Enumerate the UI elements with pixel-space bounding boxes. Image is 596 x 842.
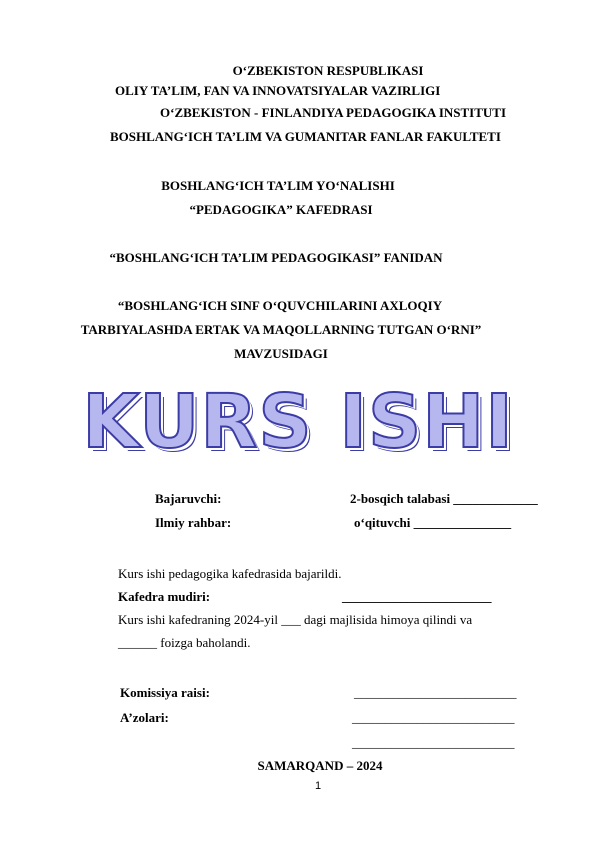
- faculty-name: BOSHLANG‘ICH TA’LIM VA GUMANITAR FANLAR FAKULTETI: [110, 129, 501, 144]
- member1-signature-line: _________________________: [352, 710, 515, 725]
- grade-note: ______ foizga baholandi.: [118, 635, 251, 650]
- head-signature-line: _______________________: [342, 589, 492, 604]
- department-name: “PEDAGOGIKA” KAFEDRASI: [189, 202, 373, 217]
- author-label: Bajaruvchi:: [155, 491, 222, 506]
- chair-label: Komissiya raisi:: [120, 685, 210, 700]
- chair-signature-line: _________________________: [354, 685, 517, 700]
- ministry-country: O‘ZBEKISTON RESPUBLIKASI: [232, 63, 424, 78]
- city-year: SAMARQAND – 2024: [257, 758, 383, 773]
- defense-note: Kurs ishi kafedraning 2024-yil ___ dagi majlisida himoya qilindi va: [118, 612, 473, 627]
- advisor-label: Ilmiy rahbar:: [155, 515, 232, 530]
- author-value: 2-bosqich talabasi _____________: [350, 491, 538, 506]
- members-label: A’zolari:: [120, 710, 169, 725]
- head-label: Kafedra mudiri:: [118, 589, 211, 604]
- page-number: 1: [314, 780, 322, 792]
- subject-title: “BOSHLANG‘ICH TA’LIM PEDAGOGIKASI” FANIDAN: [109, 250, 443, 265]
- topic-line-1: “BOSHLANG‘ICH SINF O‘QUVCHILARINI AXLOQIY: [117, 298, 443, 313]
- institute-name: O‘ZBEKISTON - FINLANDIYA PEDAGOGIKA INSTITUTI: [160, 105, 507, 120]
- topic-line-3: MAVZUSIDAGI: [234, 346, 328, 361]
- topic-line-2: TARBIYALASHDA ERTAK VA MAQOLLARNING TUTGAN O‘RNI”: [80, 322, 482, 337]
- direction-name: BOSHLANG‘ICH TA’LIM YO‘NALISHI: [161, 178, 395, 193]
- advisor-value: o‘qituvchi _______________: [354, 515, 512, 530]
- completion-note: Kurs ishi pedagogika kafedrasida bajarildi.: [118, 566, 342, 581]
- member2-signature-line: _________________________: [352, 735, 515, 750]
- ministry-name: OLIY TA’LIM, FAN VA INNOVATSIYALAR VAZIRLIGI: [115, 83, 441, 98]
- course-work-title: KURS ISHI: [82, 379, 514, 465]
